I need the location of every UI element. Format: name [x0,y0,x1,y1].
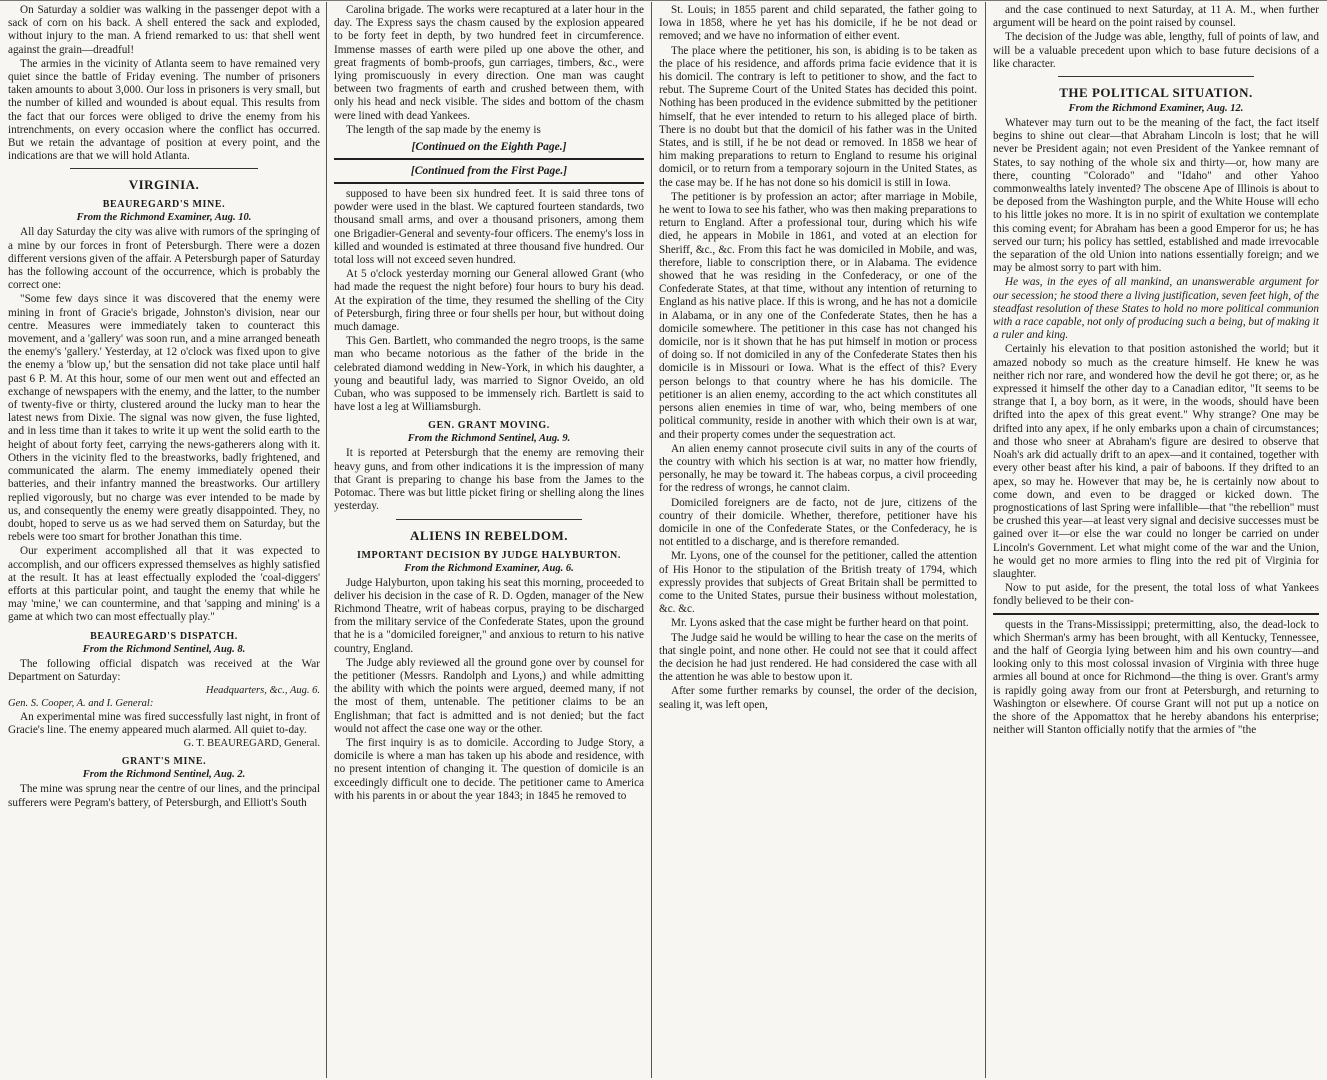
section-heading-political-situation: THE POLITICAL SITUATION. [1059,85,1253,101]
article-paragraph: Domiciled foreigners are de facto, not de jure, citizens of the country of their domicile. Whether, therefore, petitioner have his domicile in one of the Confederate States, or the Confederacy, he is not entitled to a discharge, and is therefore remanded. [659,496,977,549]
article-paragraph: At 5 o'clock yesterday morning our General allowed Grant (who had made the request the night before) four hours to bury his dead. At the expiration of the time, they resumed the shelling of the City of Petersburgh, firing three or four shells per hour, but without doing much damage. [334,268,644,334]
article-paragraph: The Judge ably reviewed all the ground gone over by counsel for the petitioner (Messrs. Randolph and Lyons,) and while admitting the ability with which the points were argued, deemed many, if not the most of them, untenable. The petitioner claims to be an Englishman; that fact is admitted and is not denied; but the fact would not affect the case one way or the other. [334,656,644,735]
divider [334,158,644,160]
article-paragraph: The armies in the vicinity of Atlanta seem to have remained very quiet since the battle of Friday evening. The number of prisoners taken amounts to about 3,000. Our loss in prisoners is very small, but the number of killed and wounded is about equal. This results from the fact that our forces were obliged to drive the enemy from his intrenchments, on every occasion where the conflict has occurred. But we retain the advantage of position at every point, and the indications are that we will hold Atlanta. [8,57,320,163]
dispatch-addressee: Gen. S. Cooper, A. and I. General: [8,697,154,709]
article-paragraph: The length of the sap made by the enemy is [346,123,541,136]
article-paragraph: and the case continued to next Saturday, at 11 A. M., when further argument will be heard on the point raised by counsel. [993,4,1319,30]
source-line: From the Richmond Sentinel, Aug. 9. [407,433,571,445]
article-paragraph: An experimental mine was fired successfully last night, in front of Gracie's line. The enemy appeared much alarmed. All quiet to-day. [8,710,320,737]
divider [70,168,257,169]
article-paragraph: supposed to have been six hundred feet. It is said three tons of powder were used in the blast. We captured fourteen standards, two thousand small arms, and over a thousand prisoners, among them one Brigadier-General and seventy-four officers. The enemy's loss in killed and wounded is estimated at three thousand five hundred. Our total loss will not exceed seven hundred. [334,188,644,267]
article-paragraph: The petitioner is by profession an actor; after marriage in Mobile, he went to Iowa to see his father, who was then making preparations to return to England. After a professional tour, during which his wife died, he appears in Mobile in 1861, and voted at an election for Sheriff, &c., &c. From this fact he was domiciled in Mobile, and was, therefore, liable to conscription there, or in Alabama. The evidence showed that he was residing in the Confederacy, or one of the Confederate States, at that time, without any intention of returning to England as his native place. If this is wrong, and he has not a domicile in Alabama, or in any one of the Confederate States, then he has a domicile somewhere. The petitioner in this case has not changed his domicile, nor is it shown that he has put himself in motion or process of doing so. If not domiciled in any of the Confederate States then his domicile is in Missouri or Iowa. What is the effect of this? Every person belongs to that country where he has his domicile. The petitioner is an alien enemy, according to the act which constitutes all persons alien enemies in time of war, who, being members of one political community, reside in another with which their own is at war, and their property comes under the sequestration act. [659,190,977,441]
top-rule [0,0,1327,1]
article-paragraph: The Judge said he would be willing to hear the case on the merits of that single point, and none other. He could not see that it could affect the decision he had just rendered. He had considered the case with all the attention he was able to bestow upon it. [659,631,977,684]
continued-notice: [Continued on the Eighth Page.] [411,141,567,154]
subheading-grants-mine: GRANT'S MINE. [121,756,207,768]
column-3 [659,4,977,1076]
article-paragraph: quests in the Trans-Mississippi; pretermitting, also, the dead-lock to which Sherman's army has been brought, with all Kentucky, Tennessee, and the half of Georgia lying between him and his own country—and looking only to this most colossal invasion of Virginia with three huge armies all bound at once for Richmond—the thing is over. Grant's army is rapidly going away from our front at Petersburgh, and returning to Washington or elsewhere. Of course Grant will not put up a notice on the shore of the Appomattox that he hereby abandons his enterprise; neither will Stanton officially notify that the armies of "the [993,618,1319,737]
article-paragraph: It is reported at Petersburgh that the enemy are removing their heavy guns, and from other indications it is the impression of many that Grant is preparing to change his base from the James to the Potomac. There was but little picket firing or shelling along the lines yesterday. [334,447,644,513]
article-paragraph: Our experiment accomplished all that it was expected to accomplish, and our officers expressed themselves as highly satisfied at the result. It has at least effectually exploded the 'coal-diggers' efforts at this particular point, and taught the enemy that while he may 'mine,' we can countermine, and that 'sapping and mining' is a game at which two can most effectually play." [8,545,320,624]
article-paragraph: The first inquiry is as to domicile. According to Judge Story, a domicile is where a man has taken up his abode and residence, with no present intention of changing it. The question of domicile is an exceedingly difficult one to decide. The petitioner came to America with his parents in or about the year 1843; in 1845 he removed to [334,736,644,802]
article-paragraph: Whatever may turn out to be the meaning of the fact, the fact itself begins to shine out clear—that Abraham Lincoln is lost; that he will never be President again; not even President of the Yankee remnant of States, to say nothing of the whole six and thirty—or, how many are there, counting "Colorado" and "Idaho" and other Yahoo commonwealths lately invented? The obscene Ape of Illinois is about to be deposed from the Washington purple, and the White House will echo to his little jokes no more. It is in no spirit of exultation we contemplate this coming event; for Abraham has been a good Emperor for us; he has served our turn; his policy has settled, established and made irrevocable the separation of the old Union into nations essentially foreign; and we may be almost sorry to part with him. [993,117,1319,275]
divider [396,519,582,520]
article-paragraph: This Gen. Bartlett, who commanded the negro troops, is the same man who became notorious as the father of the bride in the celebrated diamond wedding in New-York, in which his daughter, a young and beautiful lady, was married to Signor Oveido, an old Cuban, who was supposed to be immensely rich. Bartlett is said to have lost a leg at Williamsburgh. [334,335,644,414]
divider [1058,76,1254,77]
article-paragraph: On Saturday a soldier was walking in the passenger depot with a sack of corn on his back. A shell entered the sack and exploded, without injury to the man. A friend remarked to us: that shell went against the grain—dreadful! [8,4,320,56]
column-divider [985,2,986,1078]
article-paragraph: The decision of the Judge was able, lengthy, full of points of law, and will be a valuable precedent upon which to base future decisions of a like character. [993,31,1319,70]
article-paragraph: The mine was sprung near the centre of our lines, and the principal sufferers were Pegram's battery, of Petersburgh, and Elliott's South [8,783,320,809]
continued-notice: [Continued from the First Page.] [410,165,568,178]
subheading-beauregards-mine: BEAUREGARD'S MINE. [102,199,226,211]
column-1 [8,4,320,1076]
article-paragraph: Mr. Lyons, one of the counsel for the petitioner, called the attention of His Honor to the stipulation of the British treaty of 1794, which expressly provides that subjects of Great Britain shall be permitted to come to the United States, pursue their business without molestation, &c. &c. [659,550,977,616]
source-line: From the Richmond Examiner, Aug. 12. [1068,103,1244,115]
source-line: From the Richmond Sentinel, Aug. 8. [82,643,246,655]
subheading-beauregards-dispatch: BEAUREGARD'S DISPATCH. [90,630,238,642]
article-paragraph: Mr. Lyons asked that the case might be further heard on that point. [671,617,969,630]
source-line: From the Richmond Examiner, Aug. 6. [404,562,574,574]
article-paragraph: All day Saturday the city was alive with rumors of the springing of a mine by our forces in front of Petersburgh. There were a dozen different versions given of the affair. A Petersburgh paper of Saturday has the following account of the occurrence, which is probably the correct one: [8,226,320,292]
article-paragraph: After some further remarks by counsel, the order of the decision, sealing it, was left open, [659,685,977,711]
dispatch-header: Headquarters, &c., Aug. 6. [205,684,320,696]
article-paragraph: Certainly his elevation to that position astonished the world; but it amazed nobody so much as the creature himself. He knew he was neither rich nor rare, and wondered how the devil he got there; or, as he expressed it himself the other day to a Canadian editor, "It seems to be strange that I, a boy born, as it were, in the woods, should have been drifted into the apex of this great event." Why strange? One may be drifted into any apex, if he only embarks upon a chain of circumstances; and those who sneer at Abraham's figure are desired to observe that Noah's ark did actually drift to an apex—and it contained, together with every other beast after his kind, a pair of baboons. If they drifted to an apex, so may he. However that may be, he is certainly now about to come down, and even to be dragged or kicked down. The prognostications of last Spring were infallible—that "the rebellion" must be crushed this year—at least very signal and decisive successes must be gained over it—or else the war could no longer be carried on under Lincoln's Government. Let what might come of the war and the Union, he would get no more armies to fling into the red pit of Virginia for slaughter. [993,343,1319,580]
article-paragraph: The following official dispatch was received at the War Department on Saturday: [8,657,320,683]
source-line: From the Richmond Sentinel, Aug. 2. [82,769,246,781]
column-4 [993,4,1319,1076]
divider [993,613,1319,615]
section-heading-virginia: VIRGINIA. [128,177,200,193]
source-line: From the Richmond Examiner, Aug. 10. [76,212,252,224]
article-paragraph: St. Louis; in 1855 parent and child separated, the father going to Iowa in 1858, where he yet has his domicile, if he be not dead or removed; and we have no information of either event. [659,4,977,43]
article-paragraph-italic: He was, in the eyes of all mankind, an unanswerable argument for our secession; he stood there a living justification, seven feet high, of the steadfast resolution of these States to hold no more political communion with a race capable, not only of producing such a being, but of making it a ruler and king. [993,276,1319,342]
article-paragraph: Now to put aside, for the present, the total loss of what Yankees fondly believed to be their con- [993,582,1319,608]
subheading-gen-grant-moving: GEN. GRANT MOVING. [428,420,550,432]
column-divider [651,2,652,1078]
article-paragraph: An alien enemy cannot prosecute civil suits in any of the courts of the country with which his section is at war, no matter how friendly, personally, he may be toward it. The habeas corpus, a civil proceeding for the redress of wrongs, he cannot claim. [659,442,977,495]
article-paragraph: "Some few days since it was discovered that the enemy were mining in front of Gracie's brigade, Johnston's division, near our centre. Measures were immediately taken to counteract this movement, and a 'gallery' was soon run, and a mine arranged beneath the enemy's 'gallery.' Yesterday, at 12 o'clock was fixed upon to give the enemy a 'blow up,' but the sensation did not take place until half past 6 P. M. At this hour, some of our men went out and effected an exchange of newspapers with the enemy, and the latter, to the number of twenty-five or thirty, clustered around the lucky man to hear the latest news from Dixie. The signal was now given, the fuse lighted, and in less time than it takes to write it up went the solid earth to the height of about forty feet, carrying the news-gatherers along with it. Others in the vicinity fled to the breastworks, badly frightened, and communicated the alarm. The enemy immediately opened their batteries, and their infantry manned the breastworks. Our artillery replied vigorously, but no charge was ever intended to be made by us, and consequently the enemy were greatly disappointed. They, no doubt, hoped to serve us as we had served them on Saturday, but the rebels were too smart for brother Jonathan this time. [8,293,320,544]
dispatch-signature: G. T. BEAUREGARD, General. [183,738,320,750]
article-paragraph: Judge Halyburton, upon taking his seat this morning, proceeded to deliver his decision in the case of R. D. Ogden, manager of the New Richmond Theatre, writ of habeas corpus, praying to be discharged from the military service of the Confederate States, upon the ground that he is a "domiciled foreigner," and anxious to return to his native country, England. [334,576,644,655]
article-paragraph: Carolina brigade. The works were recaptured at a later hour in the day. The Express says the chasm caused by the explosion appeared to be forty feet in depth, by two hundred feet in circumference. Immense masses of earth were piled up one above the other, and great fragments of bomb-proofs, gun carriages, timbers, &c., were lying promiscuously in every direction. One man was caught between two fragments of earth and crushed between them, with only his head and neck visible. The sides and bottom of the chasm were lined with dead Yankees. [334,4,644,122]
column-divider [326,2,327,1078]
section-heading-aliens: ALIENS IN REBELDOM. [410,527,568,543]
subheading-important-decision: IMPORTANT DECISION BY JUDGE HALYBURTON. [357,549,621,561]
article-paragraph: The place where the petitioner, his son, is abiding is to be taken as the place of his residence, and affords prima facie evidence that it is his domicil. The contrary is left to petitioner to show, and the fact to rebut. The Supreme Court of the United States has decided this point. Nothing has been produced in the evidence submitted by the petitioner himself, that he ever intended to return to his alleged place of birth. There is no doubt but that the domicil of his father was in the United States, and is still, if he be not dead or removed. In 1858 we hear of him making preparations to return to England to resume his original domicil, or to return from a temporary sojourn in the United States, as the case may be. If he has not done so his domicil is still in Iowa. [659,44,977,189]
column-2 [334,4,644,1076]
divider [334,182,644,184]
